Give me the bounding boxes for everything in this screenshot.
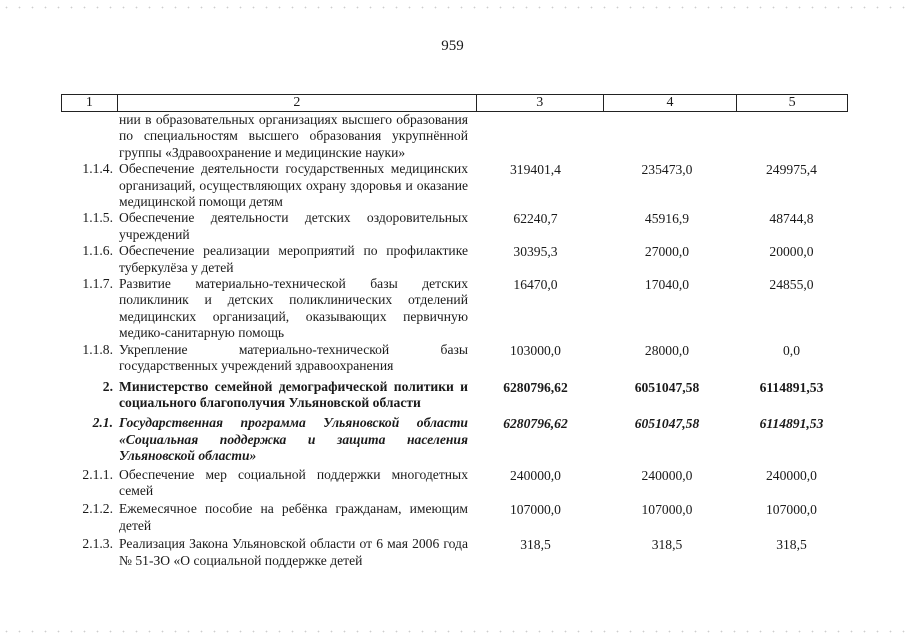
row-description: Ежемесячное пособие на ребёнка гражданам, имеющим детей [119, 501, 468, 533]
value-column-5: 240000,0 [766, 467, 817, 483]
table-row [61, 501, 848, 534]
value-column-3: 107000,0 [510, 502, 561, 518]
row-description: Обеспечение деятельности детских оздоровительных учреждений [119, 210, 468, 242]
value-column-4 [597, 112, 733, 161]
row-number [61, 112, 119, 161]
value-column-3: 62240,7 [513, 211, 558, 227]
row-number: 1.1.4. [82, 161, 113, 177]
value-column-3: 318,5 [520, 537, 551, 553]
value-column-5: 24855,0 [769, 277, 814, 293]
row-description: Укрепление материально-технической базы государственных учреждений здравоохранения [119, 341, 468, 374]
row-number: 2.1.1. [82, 466, 113, 482]
row-number: 1.1.7. [82, 276, 113, 292]
row-description: Государственная программа Ульяновской области «Социальная поддержка и защита населения Ульяновской области» [119, 415, 468, 464]
value-column-5: 249975,4 [766, 162, 817, 178]
row-description: Министерство семейной демографической политики и социального благополучия Ульяновской области [119, 378, 468, 410]
scan-noise-top [0, 6, 905, 9]
value-column-4: 45916,9 [644, 211, 690, 227]
row-number: 1.1.6. [82, 243, 113, 259]
table-body [61, 112, 848, 569]
table-row [61, 379, 848, 412]
table-row [61, 243, 848, 276]
column-header-4: 4 [603, 95, 737, 111]
table-row [61, 112, 848, 161]
value-column-5: 6114891,53 [759, 416, 824, 432]
value-column-5: 48744,8 [769, 211, 814, 227]
value-column-3 [468, 112, 597, 161]
row-number: 1.1.8. [82, 341, 113, 357]
value-column-4: 17040,0 [644, 277, 690, 293]
column-header-1: 1 [85, 95, 93, 110]
table-header-row [61, 94, 848, 112]
value-column-4: 240000,0 [641, 467, 693, 483]
value-column-3: 30395,3 [513, 244, 558, 260]
column-header-2: 2 [117, 95, 476, 111]
table-row [61, 161, 848, 210]
value-column-5: 20000,0 [769, 244, 814, 260]
page-number: 959 [441, 38, 464, 54]
value-column-3: 6280796,62 [503, 416, 568, 432]
value-column-3: 6280796,62 [503, 379, 568, 395]
table-row [61, 536, 848, 569]
value-column-4: 235473,0 [641, 162, 693, 178]
row-description: Обеспечение деятельности государственных медицинских организаций, осуществляющих охрану здоровья и оказание медицинской помощи детям [119, 161, 468, 210]
value-column-4: 27000,0 [644, 244, 690, 260]
value-column-4: 28000,0 [644, 342, 690, 358]
row-description: Обеспечение реализации мероприятий по профилактике туберкулёза у детей [119, 243, 468, 275]
table-row [61, 342, 848, 375]
table-row [61, 276, 848, 342]
row-number: 2.1.2. [82, 501, 113, 517]
value-column-3: 319401,4 [510, 162, 561, 178]
column-header-5: 5 [736, 95, 847, 111]
value-column-4: 6051047,58 [634, 379, 700, 395]
row-number: 2.1.3. [82, 536, 113, 552]
value-column-4: 6051047,58 [634, 416, 700, 432]
value-column-5: 6114891,53 [759, 379, 824, 395]
row-description: Реализация Закона Ульяновской области от 6 мая 2006 года № 51-ЗО «О социальной поддержке детей [119, 536, 468, 568]
value-column-4: 107000,0 [641, 502, 693, 518]
value-column-5: 318,5 [776, 537, 807, 553]
row-description: нии в образовательных организациях высшего образования по специальностям высшего образования укрупнённой группы «Здравоохранение и медицинские науки» [119, 112, 468, 160]
value-column-3: 103000,0 [510, 342, 561, 358]
value-column-3: 240000,0 [510, 467, 561, 483]
table-row [61, 210, 848, 243]
value-column-5: 107000,0 [766, 502, 817, 518]
scan-noise-bottom [0, 630, 905, 633]
row-description: Развитие материально-технической базы детских поликлиник и детских поликлинических отделений медицинских организаций, оказывающих первичную медико-санитарную помощь [119, 276, 468, 341]
row-number: 2.1. [92, 415, 113, 431]
row-number: 2. [102, 378, 113, 394]
column-header-3: 3 [476, 95, 603, 111]
table-row [61, 415, 848, 464]
value-column-5: 0,0 [783, 342, 800, 358]
table-row [61, 467, 848, 500]
value-column-4: 318,5 [651, 537, 683, 553]
value-column-3: 16470,0 [513, 277, 558, 293]
value-column-5 [733, 112, 848, 161]
row-number: 1.1.5. [82, 210, 113, 226]
row-description: Обеспечение мер социальной поддержки многодетных семей [119, 466, 468, 498]
